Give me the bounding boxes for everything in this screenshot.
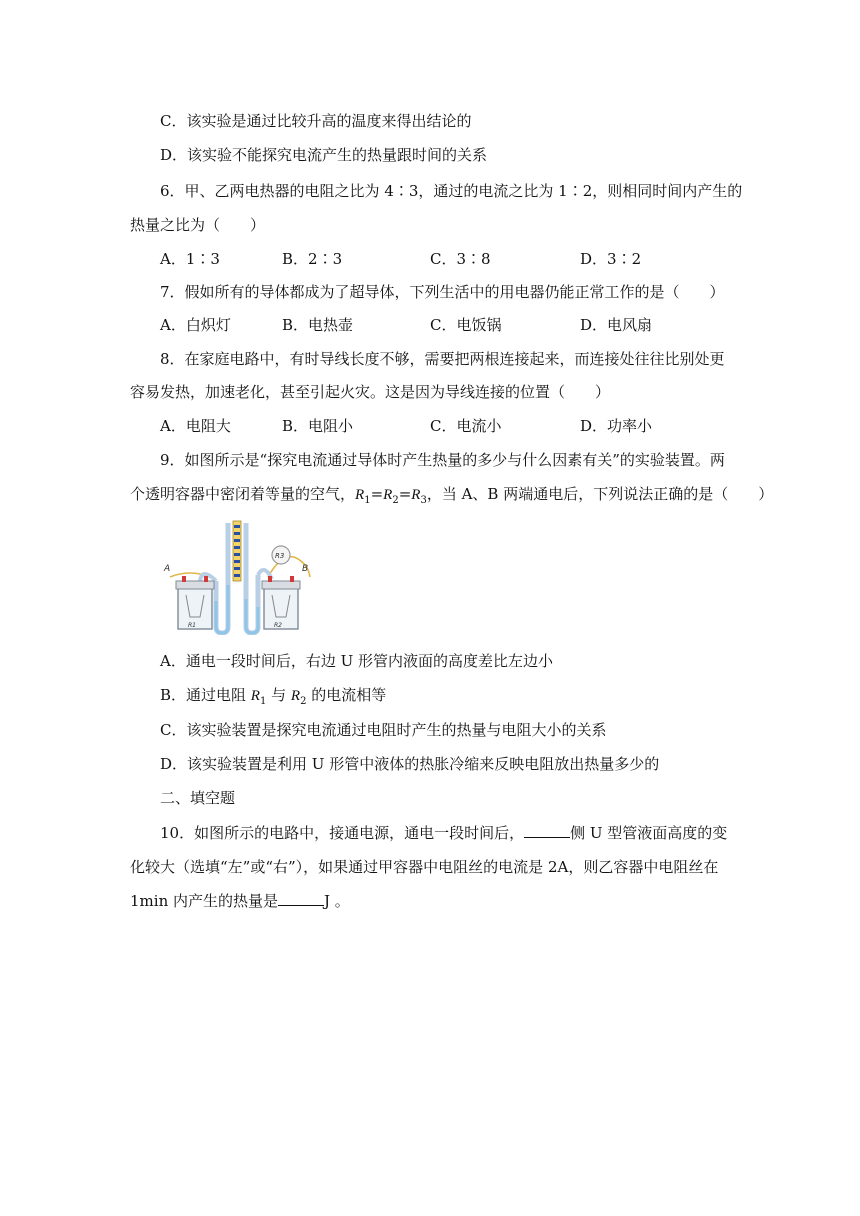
q9-stem-line2-post: ，当 A、B 两端通电后，下列说法正确的是（ ） — [426, 485, 774, 503]
q10-stem-line1 — [160, 823, 727, 843]
q8-option-b: B．电阻小 — [282, 417, 354, 435]
q9-option-b — [160, 685, 386, 712]
q7-stem: 7．假如所有的导体都成为了超导体，下列生活中的用电器仍能正常工作的是（ ） — [160, 283, 725, 301]
q9-option-d: D．该实验装置是利用 U 形管中液体的热胀冷缩来反映电阻放出热量多少的 — [160, 755, 660, 773]
blank-field[interactable] — [278, 891, 324, 906]
q9-option-b-post: 的电流相等 — [306, 686, 387, 704]
sub-1: 1 — [259, 696, 267, 707]
q9-stem-line2-pre: 个透明容器中密闭着等量的空气， — [130, 485, 356, 503]
right-u-tube — [246, 523, 258, 633]
q6-option-c: C．3∶8 — [430, 250, 491, 268]
left-u-tube — [216, 523, 228, 633]
q5-option-c: C．该实验是通过比较升高的温度来得出结论的 — [160, 112, 472, 130]
q9-option-c: C．该实验装置是探究电流通过电阻时产生的热量与电阻大小的关系 — [160, 721, 607, 739]
q10-line3-pre: 1min 内产生的热量是 — [130, 892, 278, 910]
q7-option-c: C．电饭锅 — [430, 316, 502, 334]
sub-2: 2 — [392, 495, 399, 506]
q8-stem-line2: 容易发热，加速老化，甚至引起火灾。这是因为导线连接的位置（ ） — [130, 383, 611, 401]
q9-stem-line2 — [130, 484, 773, 511]
q6-stem-line2: 热量之比为（ ） — [130, 216, 266, 234]
equals-sign: = — [370, 485, 384, 503]
r-symbol: R — [411, 487, 421, 503]
q9-stem-line1: 9．如图所示是“探究电流通过导体时产生热量的多少与什么因素有关”的实验装置。两 — [160, 451, 725, 469]
q10-line3-post: J 。 — [324, 892, 350, 910]
q8-stem-line1: 8．在家庭电路中，有时导线长度不够，需要把两根连接起来，而连接处往往比别处更 — [160, 350, 725, 368]
r-symbol: R — [355, 487, 365, 503]
q9-option-a: A．通电一段时间后，右边 U 形管内液面的高度差比左边小 — [160, 652, 554, 670]
q8-option-d: D．功率小 — [580, 417, 653, 435]
q9-option-b-mid: 与 — [266, 686, 291, 704]
apparatus-figure — [160, 515, 320, 635]
q6-option-a: A．1∶3 — [160, 250, 220, 268]
q7-option-b: B．电热壶 — [282, 316, 354, 334]
label-b: B — [302, 564, 309, 574]
q6-option-b: B．2∶3 — [282, 250, 343, 268]
r-symbol: R — [290, 688, 301, 704]
q9-option-b-pre: B．通过电阻 — [160, 686, 251, 704]
equals-sign: = — [398, 485, 412, 503]
sub-2: 2 — [300, 696, 307, 707]
sub-3: 3 — [420, 495, 427, 506]
label-r3: R3 — [275, 552, 285, 560]
label-r2: R2 — [274, 622, 282, 629]
q6-option-d: D．3∶2 — [580, 250, 642, 268]
q7-option-d: D．电风扇 — [580, 316, 653, 334]
q5-option-d: D．该实验不能探究电流产生的热量跟时间的关系 — [160, 146, 488, 164]
label-a: A — [164, 564, 171, 574]
q6-stem-line1: 6．甲、乙两电热器的电阻之比为 4∶3，通过的电流之比为 1∶2，则相同时间内产生的 — [160, 182, 743, 200]
section-heading: 二、填空题 — [160, 789, 236, 807]
q10-stem-line3 — [130, 891, 350, 911]
blank-field[interactable] — [524, 823, 570, 838]
q10-line1-pre: 10．如图所示的电路中，接通电源，通电一段时间后， — [160, 824, 525, 842]
scale-bar — [233, 521, 241, 581]
label-r1: R1 — [188, 622, 196, 629]
r-symbol: R — [250, 688, 260, 704]
q7-option-a: A．白炽灯 — [160, 316, 231, 334]
q8-option-c: C．电流小 — [430, 417, 502, 435]
q10-stem-line2: 化较大（选填“左”或“右”），如果通过甲容器中电阻丝的电流是 2A，则乙容器中电阻丝在 — [130, 858, 719, 876]
q10-line1-post: 侧 U 型管液面高度的变 — [570, 824, 728, 842]
q8-option-a: A．电阻大 — [160, 417, 231, 435]
sub-1: 1 — [364, 495, 371, 506]
r-symbol: R — [383, 487, 393, 503]
